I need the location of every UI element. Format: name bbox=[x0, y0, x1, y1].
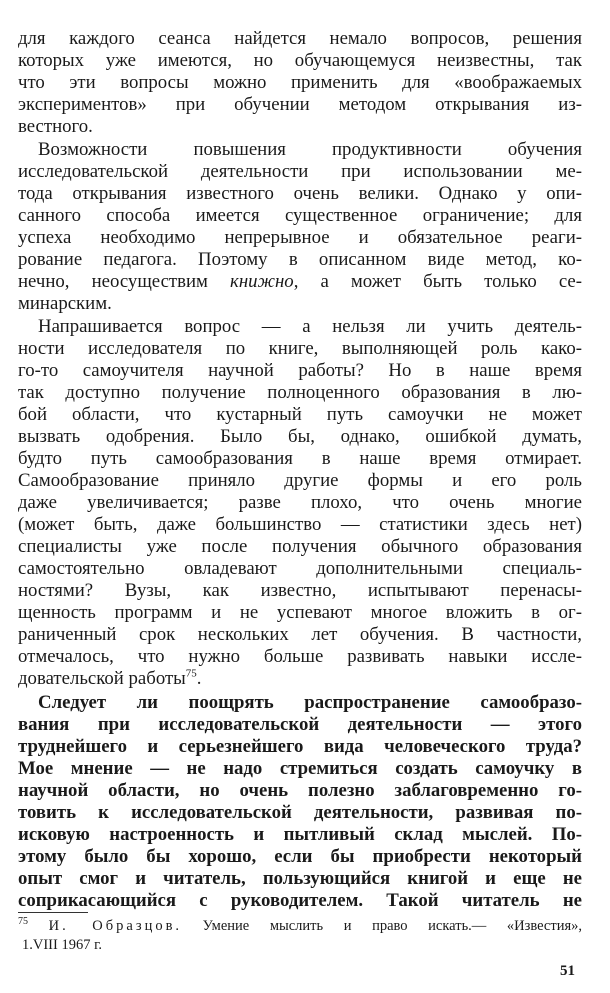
text-line: специалисты уже после получения обычного образования bbox=[18, 536, 582, 557]
text-line: тода открывания известного очень велики. Однако у опи- bbox=[18, 183, 582, 204]
text-line: экспериментов» при обучении методом открывания из- bbox=[18, 94, 582, 115]
text-line: (может быть, даже большинство — статистики здесь нет) bbox=[18, 514, 582, 535]
text-line: соприкасающийся с руководителем. Такой читатель не bbox=[18, 890, 582, 911]
text-line: бой области, что кустарный путь самоучки не может bbox=[18, 404, 582, 425]
text-line: будто путь самообразования в наше время отмирает. bbox=[18, 448, 582, 469]
text-line: вания при исследовательской деятельности — этого bbox=[18, 714, 582, 735]
text-line: го-то самоучителя научной работы? Но в наше время bbox=[18, 360, 582, 381]
footnote-divider bbox=[18, 912, 88, 913]
text-line: отмечалось, что нужно больше развивать навыки иссле- bbox=[18, 646, 582, 667]
page-number: 51 bbox=[560, 963, 575, 979]
text-line: Самообразование приняло другие формы и его роль bbox=[18, 470, 582, 491]
text-line bbox=[18, 668, 582, 690]
text-line: которых уже имеются, но обучающемуся неизвестны, так bbox=[18, 50, 582, 71]
text-line: ностями? Вузы, как известно, испытывают перенасы- bbox=[18, 580, 582, 601]
text-line: рование педагога. Поэтому в описанном виде метод, ко- bbox=[18, 249, 582, 270]
text-line: вестного. bbox=[18, 116, 93, 137]
text-line: исковую настроенность и пытливый склад мыслей. По- bbox=[18, 824, 582, 845]
italic-word: книжно bbox=[230, 271, 294, 292]
text-line: даже увеличивается; разве плохо, что очень многие bbox=[18, 492, 582, 513]
text-line: ности исследователя по книге, выполняющей роль како- bbox=[18, 338, 582, 359]
text-line: товить к исследовательской деятельности, развивая по- bbox=[18, 802, 582, 823]
text-line: так доступно получение полноценного образования в лю- bbox=[18, 382, 582, 403]
text-line: исследовательской деятельности при использовании ме- bbox=[18, 161, 582, 182]
text-line: что эти вопросы можно применить для «воображаемых bbox=[18, 72, 582, 93]
text-segment: . bbox=[196, 668, 202, 689]
text-line: раниченный срок нескольких лет обучения. В частности, bbox=[18, 624, 582, 645]
text-line: минарским. bbox=[18, 293, 112, 314]
text-line: Возможности повышения продуктивности обучения bbox=[38, 139, 582, 160]
footnote-line bbox=[18, 917, 582, 935]
text-line: для каждого сеанса найдется немало вопросов, решения bbox=[18, 28, 582, 49]
text-line: самостоятельно овладевают дополнительными специаль- bbox=[18, 558, 582, 579]
text-segment: , а может быть только се- bbox=[293, 271, 582, 292]
footnote-line: 1.VIII 1967 г. bbox=[22, 937, 103, 953]
text-line bbox=[18, 271, 582, 293]
footnote-ref[interactable]: 75 bbox=[185, 668, 197, 680]
footnote-number: 75 bbox=[18, 917, 28, 928]
text-line: опыт смог и читатель, пользующийся книгой и еще не bbox=[18, 868, 582, 889]
text-line: научной области, но очень полезно заблаговременно го- bbox=[18, 780, 582, 801]
text-segment: нечно, неосуществим bbox=[18, 271, 231, 292]
footnote-title: Умение мыслить и право искать.— «Известия», bbox=[182, 918, 582, 934]
text-line: труднейшего и серьезнейшего вида человеческого труда? bbox=[18, 736, 582, 757]
text-line: щенность программ и не успевают многое вложить в ог- bbox=[18, 602, 582, 623]
text-line: Следует ли поощрять распространение самообразо- bbox=[38, 692, 582, 713]
text-segment: довательской работы bbox=[18, 668, 186, 689]
text-line: санного способа имеется существенное ограничение; для bbox=[18, 205, 582, 226]
text-line: этому было бы хорошо, если бы приобрести некоторый bbox=[18, 846, 582, 867]
text-line: Мое мнение — не надо стремиться создать самоучку в bbox=[18, 758, 582, 779]
text-line: успеха необходимо непрерывное и обязательное реаги- bbox=[18, 227, 582, 248]
footnote-author: И. Образцов. bbox=[48, 918, 183, 934]
text-line: Напрашивается вопрос — а нельзя ли учить деятель- bbox=[38, 316, 582, 337]
text-line: вызвать одобрения. Было бы, однако, ошибкой думать, bbox=[18, 426, 582, 447]
